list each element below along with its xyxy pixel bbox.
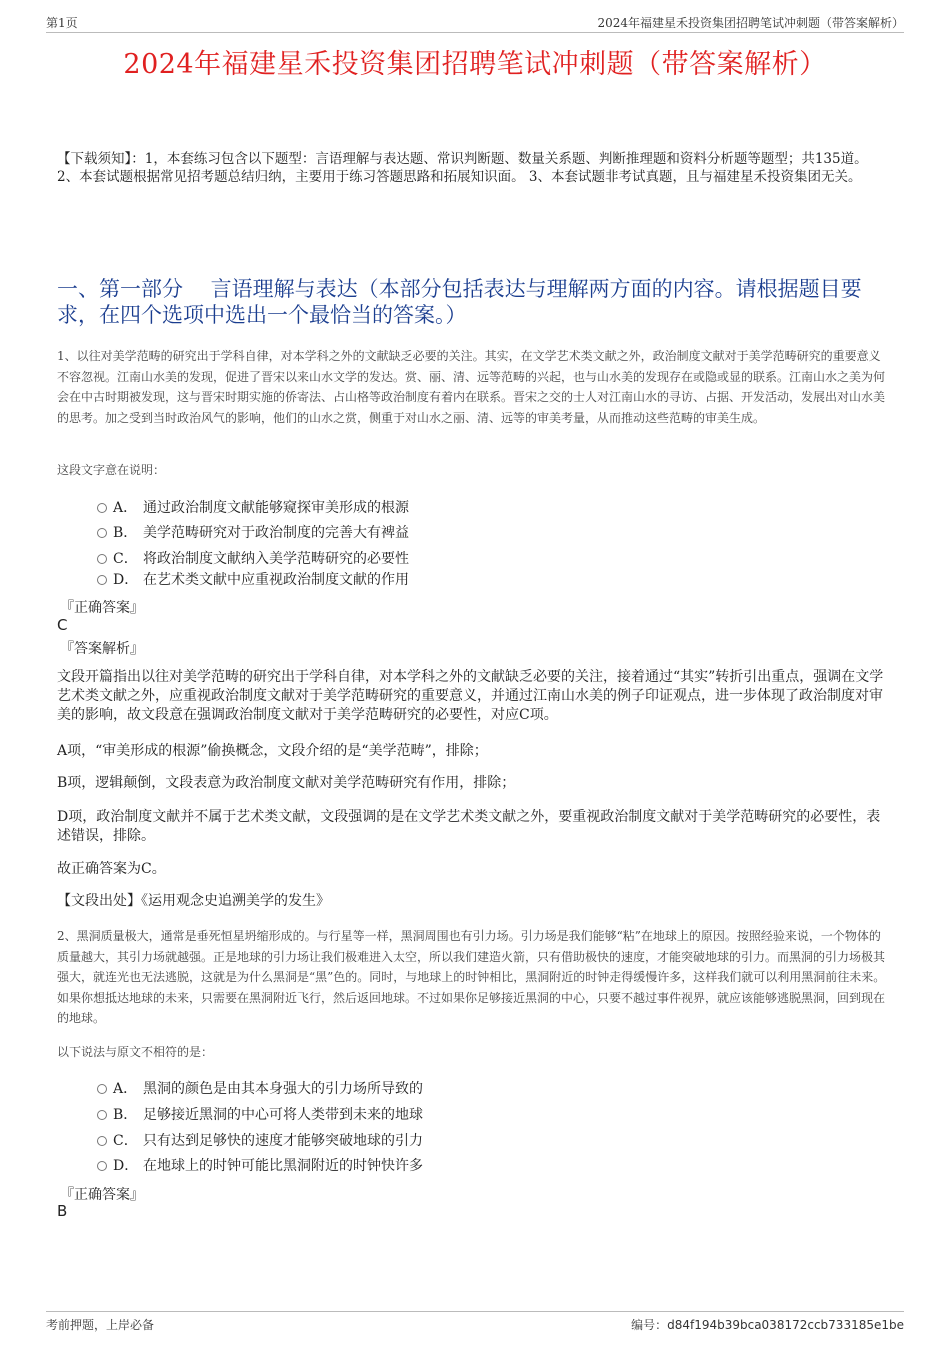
q2-option-a[interactable] — [97, 1078, 423, 1098]
q1-analysis-main: 文段开篇指出以往对美学范畴的研究出于学科自律，对本学科之外的文献缺乏必要的关注，接着通过“其实”转折引出重点，强调在文学艺术类文献之外，应重视政治制度文献对于美学范畴研究的重要意义，并通过江南山水美的例子印证观点，进一步体现了政治制度对审美的影响，故文段意在强调政治制度文献对于美学范畴研究的必要性，对应C项。 — [57, 669, 884, 723]
q1-analysis-d: D项，政治制度文献并不属于艺术类文献，文段强调的是在文学艺术类文献之外，要重视政治制度文献对于美学范畴研究的必要性，表述错误，排除。 — [57, 809, 881, 844]
q1-analysis-label: 『答案解析』 — [60, 641, 144, 657]
footer-code-value: d84f194b39bca038172ccb733185e1be — [667, 1318, 904, 1332]
footer-slogan: 考前押题，上岸必备 — [46, 1318, 155, 1332]
q1-source: 【文段出处】《运用观念史追溯美学的发生》 — [57, 893, 330, 909]
radio-icon[interactable] — [97, 575, 107, 585]
question-2-passage: 2、黑洞质量极大，通常是垂死恒星坍缩形成的。与行星等一样，黑洞周围也有引力场。引力场是我们能够“粘”在地球上的原因。按照经验来说，一个物体的质量越大，其引力场就越强。正是地球的引力场让我们极难进入太空，所以我们建造火箭，只有借助极快的速度，才能突破地球的引力。而黑洞的引力场极其强大，就连光也无法逃脱，这就是为什么黑洞是“黑”色的。同时，与地球上的时钟相比，黑洞附近的时钟走得缓慢许多，这样我们就可以利用黑洞前往未来。如果你想抵达地球的未来，只需要在黑洞附近飞行，然后返回地球。不过如果你足够接近黑洞的中心，只要不越过事件视界，就应该能够逃脱黑洞，回到现在的地球。 — [57, 929, 886, 1025]
q2-answer-label: 『正确答案』 — [60, 1187, 144, 1203]
footer-code-label: 编号： — [631, 1318, 668, 1332]
q2-option-d[interactable] — [97, 1155, 423, 1175]
option-letter: D． — [113, 572, 139, 588]
document-title: 2024年福建星禾投资集团招聘笔试冲刺题（带答案解析） — [123, 49, 827, 80]
page-number: 第1页 — [46, 16, 78, 30]
radio-icon[interactable] — [97, 1084, 107, 1094]
footer-code — [631, 1316, 904, 1333]
download-notice: 【下载须知】：1，本套练习包含以下题型：言语理解与表达题、常识判断题、数量关系题、判断推理题和资料分析题等题型；共135道。 2、本套试题根据常见招考题总结归纳，主要用于练习答题思路和拓展知识面。 3、本套试题非考试真题，且与福建星禾投资集团无关。 — [57, 151, 868, 185]
question-2-prompt: 以下说法与原文不相符的是： — [57, 1045, 214, 1059]
option-text: 通过政治制度文献能够窥探审美形成的根源 — [143, 500, 409, 516]
q1-analysis-a: A项，“审美形成的根源”偷换概念，文段介绍的是“美学范畴”，排除； — [57, 743, 488, 759]
radio-icon[interactable] — [97, 554, 107, 564]
q1-option-c[interactable] — [97, 548, 409, 568]
option-letter: A． — [113, 1081, 138, 1097]
question-1-prompt: 这段文字意在说明： — [57, 463, 166, 477]
option-text: 黑洞的颜色是由其本身强大的引力场所导致的 — [143, 1081, 423, 1097]
page-footer — [46, 1311, 904, 1336]
option-text: 在地球上的时钟可能比黑洞附近的时钟快许多 — [143, 1158, 423, 1174]
q1-analysis-b: B项，逻辑颠倒，文段表意为政治制度文献对美学范畴研究有作用，排除； — [57, 775, 516, 791]
option-letter: B． — [113, 1107, 138, 1123]
q1-correct-answer: C — [57, 616, 68, 634]
option-letter: C． — [113, 551, 138, 567]
q1-answer-label: 『正确答案』 — [60, 600, 144, 616]
header-doc-title: 2024年福建星禾投资集团招聘笔试冲刺题（带答案解析） — [597, 16, 904, 30]
q1-option-a[interactable] — [97, 497, 409, 517]
option-text: 将政治制度文献纳入美学范畴研究的必要性 — [143, 551, 409, 567]
q1-analysis-conclusion: 故正确答案为C。 — [57, 861, 166, 877]
option-letter: C． — [113, 1133, 138, 1149]
q1-option-d[interactable] — [97, 569, 409, 589]
option-text: 在艺术类文献中应重视政治制度文献的作用 — [143, 572, 409, 588]
q1-option-b[interactable] — [97, 522, 409, 542]
section-heading: 一、第一部分 言语理解与表达（本部分包括表达与理解两方面的内容。请根据题目要求，在四个选项中选出一个最恰当的答案。） — [57, 277, 862, 327]
option-letter: A． — [113, 500, 138, 516]
q2-option-b[interactable] — [97, 1104, 423, 1124]
option-text: 只有达到足够快的速度才能够突破地球的引力 — [143, 1133, 423, 1149]
radio-icon[interactable] — [97, 1161, 107, 1171]
option-text: 美学范畴研究对于政治制度的完善大有裨益 — [143, 525, 409, 541]
page-header — [46, 12, 904, 33]
option-letter: D． — [113, 1158, 139, 1174]
q2-correct-answer: B — [57, 1202, 68, 1220]
option-text: 足够接近黑洞的中心可将人类带到未来的地球 — [143, 1107, 423, 1123]
radio-icon[interactable] — [97, 1136, 107, 1146]
option-letter: B． — [113, 525, 138, 541]
radio-icon[interactable] — [97, 503, 107, 513]
question-1-passage: 1、以往对美学范畴的研究出于学科自律，对本学科之外的文献缺乏必要的关注。其实，在文学艺术类文献之外，政治制度文献对于美学范畴研究的重要意义不容忽视。江南山水美的发现，促进了晋宋以来山水文学的发达。赏、丽、清、远等范畴的兴起，也与山水美的发现存在或隐或显的联系。江南山水之美为何会在中古时期被发现，这与晋宋时期实施的侨寄法、占山格等政治制度有着内在联系。晋宋之交的士人对江南山水的寻访、占据、开发活动，发展出对山水美的思考。加之受到当时政治风气的影响，他们的山水之赏，侧重于对山水之丽、清、远等的审美考量，从而推动这些范畴的审美生成。 — [57, 349, 886, 425]
radio-icon[interactable] — [97, 528, 107, 538]
q2-option-c[interactable] — [97, 1130, 423, 1150]
radio-icon[interactable] — [97, 1110, 107, 1120]
